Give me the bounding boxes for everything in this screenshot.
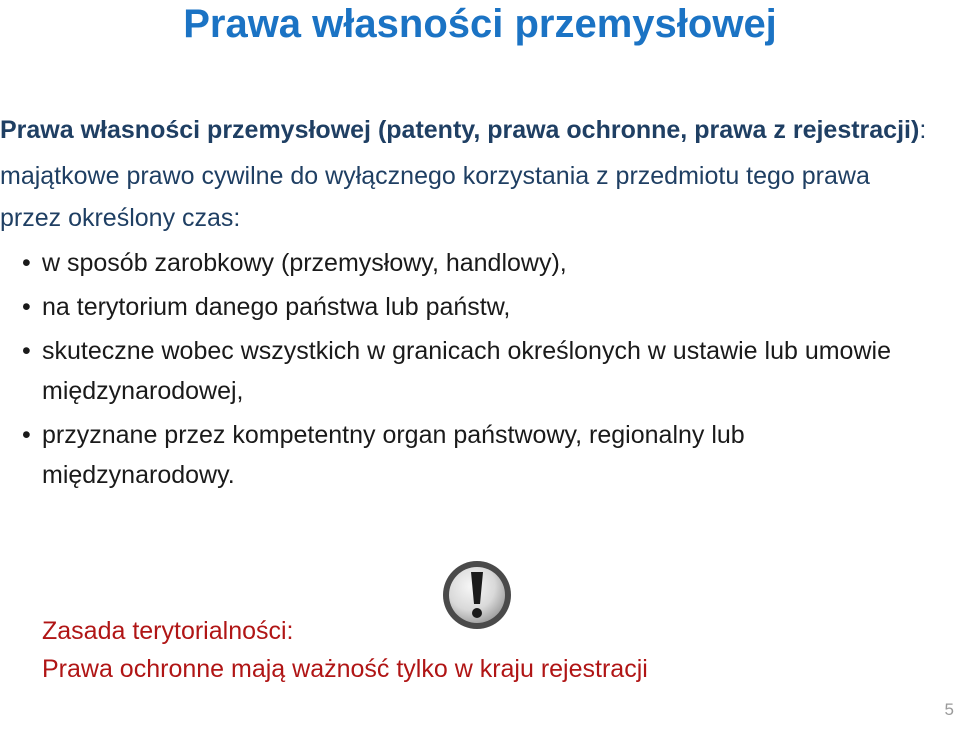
section-heading-text: Prawa własności przemysłowej (patenty, prawa ochronne, prawa z rejestracji) (0, 116, 920, 144)
bullet-item (0, 331, 930, 411)
definition-intro: majątkowe prawo cywilne do wyłącznego korzystania z przedmiotu tego prawa przez określony czas: (0, 162, 870, 232)
bullet-text: w sposób zarobkowy (przemysłowy, handlowy), (42, 249, 567, 277)
principle-title: Zasada terytorialności: (42, 617, 294, 645)
bullet-icon: • (22, 337, 31, 365)
bullet-text: przyznane przez kompetentny organ państwowy, regionalny lub międzynarodowy. (42, 421, 745, 489)
slide-title: Prawa własności przemysłowej (183, 2, 777, 46)
section-heading (0, 111, 930, 149)
bullet-text: na terytorium danego państwa lub państw, (42, 293, 511, 321)
section-heading-colon: : (919, 116, 927, 144)
bullet-item (0, 243, 930, 283)
bullet-item (0, 415, 930, 495)
bullet-list (0, 243, 930, 495)
principle-text: Prawa ochronne mają ważność tylko w kraju rejestracji (42, 655, 648, 683)
bullet-text: skuteczne wobec wszystkich w granicach określonych w ustawie lub umowie międzynarodowej, (42, 337, 891, 405)
territoriality-principle (42, 612, 648, 688)
bullet-icon: • (22, 293, 31, 321)
bullet-icon: • (22, 421, 31, 449)
bullet-icon: • (22, 249, 31, 277)
slide-content (0, 111, 930, 495)
bullet-item (0, 287, 930, 327)
page-number: 5 (944, 700, 954, 719)
